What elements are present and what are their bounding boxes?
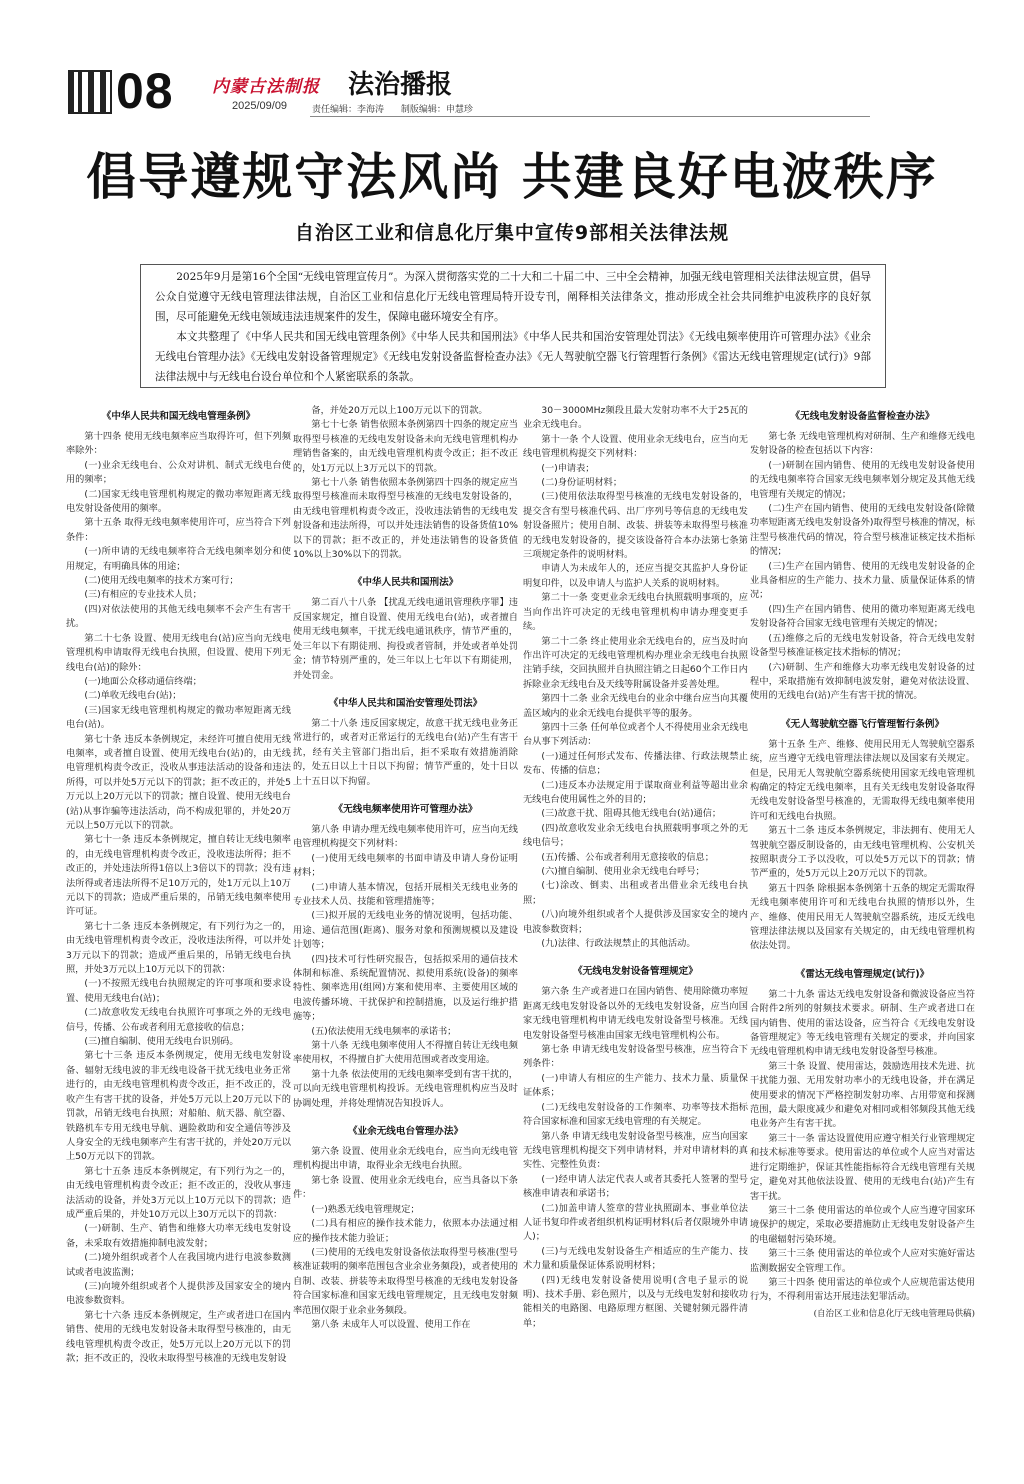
- article-paragraph: 30－3000MHz频段且最大发射功率不大于25瓦的业余无线电台。: [523, 405, 748, 431]
- section-gap: [293, 562, 518, 570]
- law-title: 《中华人民共和国无线电管理条例》: [101, 411, 256, 422]
- article-paragraph: (三)使用依法取得型号核准的无线电发射设备的，提交含有型号核准代码、出厂序列号等信息的无线电发射设备照片；使用自制、改装、拼装等未取得型号核准的无线电发射设备的，提交该设备符合本办法第七条第三项规定条件的说明材料。: [523, 491, 748, 561]
- article-paragraph: (五)依法使用无线电频率的承诺书；: [311, 1025, 457, 1037]
- article-paragraph: (一)不按照无线电台执照规定的许可事项和要求设置、使用无线电台(站)；: [66, 978, 291, 1004]
- article-paragraph: (一)经申请人法定代表人或者其委托人签署的型号核准申请表和承诺书；: [523, 1173, 748, 1200]
- article-paragraph: 第八条 申请无线电发射设备型号核准，应当向国家无线电管理机构提交下列申请材料，并对申请材料的真实性、完整性负责：: [523, 1130, 748, 1171]
- layout-editor: 制版编辑：申慧珍: [400, 105, 473, 115]
- article-column-1: [66, 404, 291, 1470]
- article-paragraph: 第三十四条 使用雷达的单位或个人应规范雷达使用行为，不得利用雷达开展违法犯罪活动。: [750, 1276, 975, 1303]
- article-paragraph: (二)无线电发射设备的工作频率、功率等技术指标符合国家标准和国家无线电管理的有关规定。: [523, 1101, 748, 1128]
- article-paragraph: (五)传播、公布或者利用无意接收的信息；: [541, 851, 714, 863]
- responsible-editor: 责任编辑：李海涛: [312, 105, 385, 115]
- issue-date: 2025/09/09: [232, 100, 288, 112]
- article-paragraph: 第六条 设置、使用业余无线电台，应当向无线电管理机构提出申请，取得业余无线电台执照。: [293, 1146, 518, 1172]
- article-paragraph: 第十八条 无线电频率使用人不得擅自转让无线电频率使用权，不得擅自扩大使用范围或者改变用途。: [293, 1040, 518, 1066]
- editor-credits: [312, 102, 487, 115]
- article-paragraph: (二)身份证明材料；: [541, 477, 623, 489]
- article-paragraph: (二)国家无线电管理机构规定的微功率短距离无线电发射设备使用的频率。: [66, 488, 291, 515]
- article-column-2: [293, 404, 518, 1470]
- article-paragraph: (四)技术可行性研究报告，包括拟采用的通信技术体制和标准、系统配置情况、拟使用系统(设备)的频率特性、频率选用(组网)方案和使用率、主要使用区域的电波传播环境、干扰保护和控制措施，以及运行维护措施等；: [293, 953, 518, 1023]
- law-title: 《无线电发射设备监督检查办法》: [790, 411, 935, 422]
- article-paragraph: (三)生产在国内销售、使用的无线电发射设备的企业具备相应的生产能力、技术力量、质量保证体系的情况；: [750, 560, 975, 601]
- article-paragraph: 第七十五条 违反本条例规定，有下列行为之一的，由无线电管理机构责令改正；拒不改正的，没收从事违法活动的设备，并处3万元以上10万元以下的罚款；造成严重后果的，并处10万元以上30万元以下的罚款：: [66, 1165, 291, 1220]
- article-paragraph: (二)生产在国内销售、使用的无线电发射设备(除微功率短距离无线电发射设备外)取得型号核准的情况，标注型号核准代码的情况，符合型号核准证核定技术指标的情况；: [750, 503, 975, 558]
- article-paragraph: (一)使用无线电频率的书面申请及申请人身份证明材料；: [293, 852, 518, 879]
- subheadline: 自治区工业和信息化厅集中宣传9部相关法律法规: [294, 222, 730, 244]
- article-paragraph: (一)申请人有相应的生产能力、技术力量、质量保证体系；: [523, 1072, 748, 1099]
- article-paragraph: 第七十三条 违反本条例规定，使用无线电发射设备、辐射无线电波的非无线电设备干扰无线电业务正常进行的，由无线电管理机构责令改正，拒不改正的，没收产生有害干扰的设备，并处5万元以上20万元以下的罚款，吊销无线电台执照；对船舶、航天器、航空器、铁路机车专用无线电导航、遇险救助和安全通信等涉及人身安全的无线电频率产生有害干扰的，并处20万元以上50万元以下的罚款。: [66, 1050, 291, 1163]
- article-paragraph: 第三十一条 雷达设置使用应遵守相关行业管理规定和技术标准等要求。使用雷达的单位或个人应当对雷达进行定期维护，保证其性能指标符合无线电管理有关规定，避免对其他依法设置、使用的无线电台(站)产生有害干扰。: [750, 1132, 975, 1202]
- article-column-4: [750, 404, 975, 1470]
- article-paragraph: 申请人为未成年人的，还应当提交其监护人身份证明复印件，以及申请人与监护人关系的说明材料。: [523, 563, 748, 589]
- article-paragraph: (三)与无线电发射设备生产相适应的生产能力、技术力量和质量保证体系说明材料；: [523, 1245, 748, 1272]
- qr-code: [68, 70, 112, 114]
- article-paragraph: (五)维修之后的无线电发射设备，符合无线电发射设备型号核准证核定技术指标的情况；: [750, 632, 975, 659]
- article-paragraph: (一)研制在国内销售、使用的无线电发射设备使用的无线电频率符合国家无线电频率划分规定及其他无线电管理有关规定的情况；: [750, 459, 975, 500]
- article-paragraph: 备，并处20万元以上100万元以下的罚款。: [311, 405, 488, 416]
- article-paragraph: 第七条 申请无线电发射设备型号核准，应当符合下列条件：: [523, 1044, 748, 1070]
- article-paragraph: 第二百八十八条 【扰乱无线电通讯管理秩序罪】违反国家规定，擅自设置、使用无线电台(站)，或者擅自使用无线电频率，干扰无线电通讯秩序，情节严重的，处三年以下有期徒刑、拘役或者管制，并处或者单处罚金；情节特别严重的，处三年以上七年以下有期徒刑，并处罚金。: [293, 597, 518, 681]
- law-title: 《无线电发射设备管理规定》: [573, 966, 698, 978]
- article-paragraph: (三)有相应的专业技术人员；: [84, 589, 202, 601]
- article-paragraph: 第五十二条 违反本条例规定，非法拥有、使用无人驾驶航空器反制设备的，由无线电管理机构、公安机关按照职责分工予以没收，可以处5万元以下的罚款；情节严重的，处5万元以上20万元以下的罚款。: [750, 825, 975, 880]
- article-paragraph: (七)涂改、倒卖、出租或者出借业余无线电台执照；: [523, 880, 748, 906]
- article-paragraph: 第八条 申请办理无线电频率使用许可，应当向无线电管理机构提交下列材料：: [293, 823, 518, 850]
- article-paragraph: (二)单收无线电台(站)；: [84, 690, 182, 702]
- newspaper-logo: 内蒙古法制报: [212, 77, 320, 97]
- law-title: 《业余无线电台管理办法》: [347, 1126, 464, 1138]
- article-paragraph: 第二十二条 终止使用业余无线电台的，应当及时向作出许可决定的无线电管理机构办理业余无线电台执照注销手续，交回执照并自执照注销之日起60个工作日内拆除业余无线电台及天线等附属设备并妥善处理。: [523, 635, 748, 690]
- article-paragraph: (一)熟悉无线电管理规定；: [311, 1203, 420, 1215]
- article-paragraph: 第十五条 取得无线电频率使用许可，应当符合下列条件：: [66, 517, 291, 543]
- article-paragraph: 第二十九条 雷达无线电发射设备和微波设备应当符合附件2所列的射频技术要求。研制、生产或者进口在国内销售、使用的雷达设备，应当符合《无线电发射设备管理规定》等无线电管理有关规定的要求，并向国家无线电管理机构申请无线电发射设备型号核准。: [750, 988, 975, 1058]
- article-paragraph: (一)通过任何形式发布、传播法律、行政法规禁止发布、传播的信息；: [523, 750, 748, 777]
- article-paragraph: 第十五条 生产、维修、使用民用无人驾驶航空器系统，应当遵守无线电管理法律法规以及国家有关规定。但是，民用无人驾驶航空器系统使用国家无线电管理机构确定的特定无线电频率，且有关无线电发射设备取得无线电发射设备型号核准的，无需取得无线电频率使用许可和无线电台执照。: [750, 738, 975, 822]
- article-paragraph: (六)研制、生产和维修大功率无线电发射设备的过程中，采取措施有效抑制电波发射，避免对依法设置、使用的无线电台(站)产生有害干扰的情况。: [750, 661, 975, 702]
- article-column-3: [523, 404, 748, 1470]
- article-paragraph: 第四十二条 业余无线电台的业余中继台应当向其覆盖区域内的业余无线电台提供平等的服务。: [523, 693, 748, 719]
- headline: 倡导遵规守法风尚 共建良好电波秩序: [86, 147, 938, 206]
- lead-paragraph: 2025年9月是第16个全国“无线电管理宣传月”。为深入贯彻落实党的二十大和二十届二中、三中全会精神，加强无线电管理相关法律法规宣贯，倡导公众自觉遵守无线电管理法律法规，自治区工业和信息化厅无线电管理局特开设专刊，阐释相关法律条文，推动形成全社会共同维护电波秩序的良好氛围，尽可能避免无线电领域违法违规案件的发生，保障电磁环境安全有序。: [155, 271, 871, 323]
- article-paragraph: (六)擅自编制、使用业余无线电台呼号；: [541, 866, 705, 877]
- article-paragraph: (三)国家无线电管理机构规定的微功率短距离无线电台(站)。: [66, 704, 291, 731]
- lead-paragraph: 本文共整理了《中华人民共和国无线电管理条例》《中华人民共和国刑法》《中华人民共和国治安管理处罚法》《无线电频率使用许可管理办法》《业余无线电台管理办法》《无线电发射设备管理规定》《无线电发射设备监督检查办法》《无人驾驶航空器飞行管理暂行条例》《雷达无线电管理规定(试行)》9部法律法规中与无线电台设台单位和个人紧密联系的条款。: [155, 331, 871, 383]
- article-paragraph: 第七十六条 违反本条例规定，生产或者进口在国内销售、使用的无线电发射设备未取得型号核准的，由无线电管理机构责令改正，处5万元以上20万元以下的罚款；拒不改正的，没收未取得型号核准的无线电发射设: [66, 1309, 291, 1364]
- section-gap: [293, 789, 518, 797]
- article-paragraph: 第三十三条 使用雷达的单位或个人应对实施好雷达监测数据安全管理工作。: [750, 1248, 975, 1274]
- law-title: 《中华人民共和国治安管理处罚法》: [328, 697, 483, 709]
- article-paragraph: (二)加盖申请人签章的营业执照副本、事业单位法人证书复印件或者组织机构证明材料(后者仅限境外申请人)；: [523, 1202, 748, 1243]
- article-paragraph: (三)使用的无线电发射设备依法取得型号核准(型号核准证载明的频率范围包含业余业务频段)，或者使用的自制、改装、拼装等未取得型号核准的无线电发射设备符合国家标准和国家无线电管理规定，且无线电发射频率范围仅限于业余业务频段。: [293, 1246, 518, 1316]
- article-paragraph: (三)向境外组织或者个人提供涉及国家安全的境内电波参数资料。: [66, 1280, 291, 1307]
- section-gap: [523, 951, 748, 959]
- article-paragraph: (二)故意收发无线电台执照许可事项之外的无线电信号，传播、公布或者利用无意接收的信息；: [66, 1007, 291, 1033]
- section-gap: [293, 683, 518, 691]
- article-paragraph: (一)所申请的无线电频率符合无线电频率划分和使用规定，有明确具体的用途；: [66, 546, 291, 572]
- article-paragraph: 第五十四条 除根据本条例第十五条的规定无需取得无线电频率使用许可和无线电台执照的情形以外，生产、维修、使用民用无人驾驶航空器系统，违反无线电管理法律法规以及国家有关规定的，由无线电管理机构依法处罚。: [750, 882, 975, 952]
- article-paragraph: 第七条 设置、使用业余无线电台，应当具备以下条件：: [293, 1174, 518, 1201]
- article-paragraph: 第七十二条 违反本条例规定，有下列行为之一的，由无线电管理机构责令改正，没收违法所得，可以并处3万元以下的罚款；造成严重后果的，吊销无线电台执照，并处3万元以上10万元以下的罚款：: [66, 920, 291, 976]
- law-title: 《中华人民共和国刑法》: [352, 577, 459, 589]
- section-gap: [293, 1111, 518, 1119]
- law-title: 《雷达无线电管理规定(试行)》: [795, 968, 930, 980]
- article-paragraph: 第三十二条 使用雷达的单位或个人应当遵守国家环境保护的规定，采取必要措施防止无线电发射设备产生的电磁辐射污染环境。: [750, 1204, 975, 1245]
- article-paragraph: (三)故意干扰、阻碍其他无线电台(站)通信；: [541, 808, 722, 820]
- article-paragraph: 第七十七条 销售依照本条例第四十四条的规定应当取得型号核准的无线电发射设备未向无线电管理机构办理销售备案的，由无线电管理机构责令改正；拒不改正的，处1万元以上3万元以下的罚款。: [293, 419, 518, 474]
- article-paragraph: (三)擅自编制、使用无线电台识别码。: [84, 1036, 239, 1048]
- article-paragraph: (四)故意收发业余无线电台执照载明事项之外的无线电信号；: [523, 822, 748, 849]
- article-paragraph: 第十四条 使用无线电频率应当取得许可，但下列频率除外：: [66, 431, 291, 457]
- section-gap: [750, 954, 975, 962]
- section-gap: [750, 704, 975, 712]
- masthead-rule: [310, 116, 870, 117]
- section-name: 法治播报: [348, 70, 453, 100]
- article-paragraph: (四)生产在国内销售、使用的微功率短距离无线电发射设备符合国家无线电管理有关规定的情况；: [750, 603, 975, 630]
- article-paragraph: (三)拟开展的无线电业务的情况说明，包括功能、用途、通信范围(距离)、服务对象和预测规模以及建设计划等；: [293, 910, 518, 951]
- article-paragraph: (四)对依法使用的其他无线电频率不会产生有害干扰。: [66, 603, 291, 630]
- article-paragraph: 第七条 无线电管理机构对研制、生产和维修无线电发射设备的检查包括以下内容：: [750, 431, 975, 457]
- article-paragraph: (二)违反本办法规定用于谋取商业利益等超出业余无线电台使用属性之外的目的；: [523, 779, 748, 805]
- article-paragraph: 第七十一条 违反本条例规定，擅自转让无线电频率的，由无线电管理机构责令改正，没收违法所得；拒不改正的，并处违法所得1倍以上3倍以下的罚款；没有违法所得或者违法所得不足10万元的，处1万元以上10万元以下的罚款；造成严重后果的，吊销无线电频率使用许可证。: [66, 834, 291, 918]
- page-number: 08: [116, 63, 174, 119]
- lead-box: [140, 264, 886, 388]
- article-paragraph: (一)地面公众移动通信终端；: [84, 675, 202, 687]
- article-paragraph: (八)向境外组织或者个人提供涉及国家安全的境内电波参数资料；: [523, 909, 748, 935]
- article-paragraph: (二)申请人基本情况，包括开展相关无线电业务的专业技术人员、技能和管理措施等；: [293, 881, 518, 907]
- article-paragraph: (九)法律、行政法规禁止的其他活动。: [541, 938, 696, 950]
- article-paragraph: 第二十七条 设置、使用无线电台(站)应当向无线电管理机构申请取得无线电台执照，但设置、使用下列无线电台(站)的除外：: [66, 632, 291, 673]
- article-paragraph: 第三十条 设置、使用雷达，鼓励选用技术先进、抗干扰能力强、无用发射功率小的无线电设备，并在满足使用要求的情况下严格控制发射功率、占用带宽和探测范围，最大限度减少和避免对相同或相邻频段其他无线电业务产生有害干扰。: [750, 1060, 975, 1130]
- article-paragraph: 第七十条 违反本条例规定，未经许可擅自使用无线电频率，或者擅自设置、使用无线电台(站)的，由无线电管理机构责令改正，没收从事违法活动的设备和违法所得，可以并处5万元以下的罚款；拒不改正的，并处5万元以上20万元以下的罚款；擅自设置、使用无线电台(站)从事诈骗等违法活动，尚不构成犯罪的，并处20万元以上50万元以下的罚款。: [66, 733, 291, 831]
- article-paragraph: (二)具有相应的操作技术能力，依照本办法通过相应的操作技术能力验证；: [293, 1218, 518, 1244]
- masthead: [0, 0, 1024, 130]
- article-paragraph: 第二十八条 违反国家规定，故意干扰无线电业务正常进行的，或者对正常运行的无线电台(站)产生有害干扰，经有关主管部门指出后，拒不采取有效措施消除的，处五日以上十日以下拘留；情节严重的，处十日以上十五日以下拘留。: [293, 717, 518, 787]
- law-title: 《无人驾驶航空器飞行管理暂行条例》: [780, 718, 945, 730]
- law-title: 《无线电频率使用许可管理办法》: [333, 803, 478, 815]
- article-paragraph: 第八条 未成年人可以设置、使用工作在: [311, 1318, 471, 1330]
- article-paragraph: 第二十一条 变更业余无线电台执照载明事项的，应当向作出许可决定的无线电管理机构申请办理变更手续。: [523, 592, 748, 633]
- article-paragraph: 第六条 生产或者进口在国内销售、使用除微功率短距离无线电发射设备以外的无线电发射设备，应当向国家无线电管理机构申请无线电发射设备型号核准。无线电发射设备型号核准由国家无线电管理机构公布。: [523, 986, 748, 1041]
- article-paragraph: 第十九条 依法使用的无线电频率受到有害干扰的，可以向无线电管理机构投诉。无线电管理机构应当及时协调处理，并将处理情况告知投诉人。: [293, 1068, 518, 1109]
- article-paragraph: 第四十三条 任何单位或者个人不得使用业余无线电台从事下列活动：: [523, 721, 748, 748]
- article-paragraph: (二)境外组织或者个人在我国境内进行电波参数测试或者电波监测；: [66, 1252, 291, 1278]
- article-paragraph: (一)申请表；: [541, 462, 595, 474]
- article-paragraph: 第七十八条 销售依照本条例第四十四条的规定应当取得型号核准而未取得型号核准的无线电发射设备的，由无线电管理机构责令改正，没收违法销售的无线电发射设备和违法所得，可以并处违法销售的设备货值10%以下的罚款；拒不改正的，并处违法销售的设备货值10%以上30%以下的罚款。: [293, 477, 518, 561]
- article-paragraph: 第十一条 个人设置、使用业余无线电台，应当向无线电管理机构提交下列材料：: [523, 433, 748, 460]
- source-credit: (自治区工业和信息化厅无线电管理局供稿): [813, 1308, 975, 1319]
- article-paragraph: (二)使用无线电频率的技术方案可行；: [84, 575, 239, 587]
- article-paragraph: (一)业余无线电台、公众对讲机、制式无线电台使用的频率；: [66, 459, 291, 486]
- article-paragraph: (四)无线电发射设备使用说明(含电子显示的说明)、技术手册、彩色照片，以及与无线电发射和接收功能相关的电路图、电路原理方框图、关键射频元器件清单；: [523, 1274, 748, 1329]
- article-paragraph: (一)研制、生产、销售和维修大功率无线电发射设备，未采取有效措施抑制电波发射；: [66, 1223, 291, 1249]
